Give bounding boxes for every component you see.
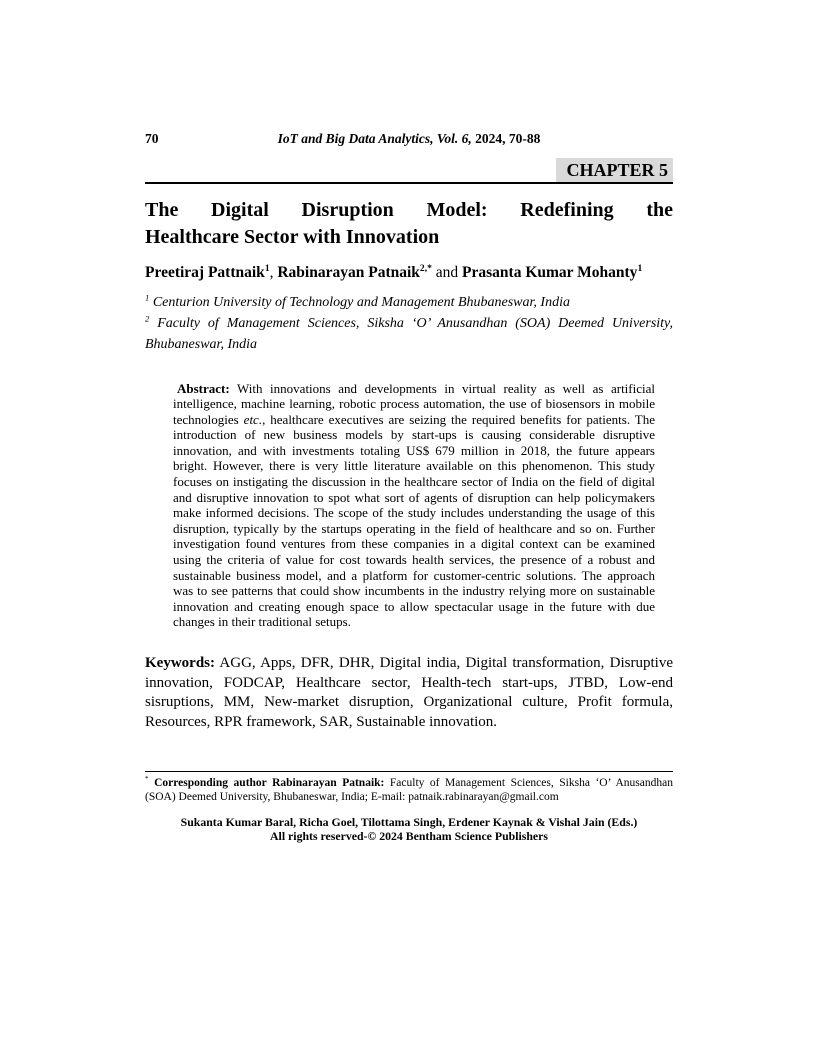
affiliation-marker: 2 bbox=[145, 312, 150, 323]
keywords-text: AGG, Apps, DFR, DHR, Digital india, Digital transformation, Disruptive innovation, FODCAP, Healthcare sector, Health-tech start-ups, JTBD, Low-end sisruptions, MM, New-market disruption, Organizational culture, Profit formula, Resources, RPR framework, SAR, Sustainable innovation. bbox=[145, 655, 673, 730]
chapter-title-line2: Healthcare Sector with Innovation bbox=[145, 225, 440, 248]
footnote-bold-label: Corresponding author Rabinarayan Patnaik: bbox=[148, 777, 385, 789]
authors-separator: , bbox=[269, 263, 278, 281]
authors-conjunction: and bbox=[431, 263, 463, 281]
abstract-label: Abstract: bbox=[177, 380, 230, 396]
corresponding-author-footnote bbox=[145, 771, 673, 804]
abstract-italic-term: etc. bbox=[243, 411, 263, 427]
author-name: Rabinarayan Patnaik bbox=[277, 263, 420, 281]
page-number: 70 bbox=[145, 131, 159, 146]
footnote-area bbox=[145, 771, 673, 843]
page-content bbox=[145, 131, 673, 732]
copyright-line: All rights reserved-© 2024 Bentham Science Publishers bbox=[270, 828, 548, 843]
author-name: Preetiraj Pattnaik bbox=[145, 263, 265, 281]
affiliations bbox=[145, 292, 673, 355]
chapter-title-line1: The Digital Disruption Model: Redefining the bbox=[145, 198, 673, 221]
running-header bbox=[145, 131, 673, 147]
chapter-label: CHAPTER 5 bbox=[556, 158, 673, 182]
keywords-paragraph bbox=[145, 654, 673, 732]
author-superscript: 1 bbox=[637, 262, 643, 274]
chapter-title bbox=[145, 197, 673, 251]
affiliation-1 bbox=[145, 292, 673, 313]
affiliation-marker: 1 bbox=[145, 291, 150, 302]
abstract-paragraph bbox=[173, 381, 655, 631]
footnote-marker: * bbox=[145, 775, 149, 784]
authors-line bbox=[145, 263, 673, 283]
author-superscript: 1 bbox=[264, 262, 270, 274]
abstract-text: With innovations and developments in virtual reality as well as artificial intelligence, machine learning, robotic process automation, the use of biosensors in mobile technologies bbox=[173, 380, 655, 427]
affiliation-text: Centurion University of Technology and Management Bhubaneswar, India bbox=[149, 294, 570, 310]
keywords-label: Keywords: bbox=[145, 655, 215, 671]
running-head-year-pages: 2024, 70-88 bbox=[471, 131, 541, 146]
chapter-banner bbox=[145, 158, 673, 184]
author-superscript: 2,* bbox=[419, 262, 432, 274]
affiliation-2 bbox=[145, 313, 673, 355]
editors-line: Sukanta Kumar Baral, Richa Goel, Tilottama Singh, Erdener Kaynak & Vishal Jain (Eds.) bbox=[180, 815, 638, 829]
running-head-journal: IoT and Big Data Analytics, Vol. 6, bbox=[277, 131, 472, 146]
affiliation-text: Faculty of Management Sciences, Siksha ‘O’ Anusandhan (SOA) Deemed University, Bhubaneswar, India bbox=[145, 315, 673, 352]
abstract-text: , healthcare executives are seizing the required benefits for patients. The introduction of new business models by start-ups is causing considerable disruptive innovation, and with investments totaling US$ 679 million in 2018, the future appears bright. However, there is very little literature available on this phenomenon. This study focuses on instigating the discussion in the healthcare sector of India on the field of digital and disruptive innovation to spot what sort of agents of disruption can help policymakers make informed decisions. The scope of the study includes understanding the usage of this disruption, typically by the startups operating in the field of healthcare and so on. Further investigation found ventures from these companies in a digital context can be examined using the criteria of value for cost towards health services, the presence of a robust and sustainable business model, and a platform for customer-centric solutions. The approach was to see patterns that could show incumbents in the industry relying more on sustainable innovation and creating enough space to allow spectacular usage in the future with due changes in their traditional setups. bbox=[173, 411, 655, 630]
author-name: Prasanta Kumar Mohanty bbox=[462, 263, 638, 281]
footnote-text: Faculty of Management Sciences, Siksha ‘O’ Anusandhan (SOA) Deemed University, Bhubaneswar, India; E-mail: patnaik.rabinarayan@gmail.com bbox=[145, 777, 673, 803]
running-head bbox=[278, 131, 541, 146]
